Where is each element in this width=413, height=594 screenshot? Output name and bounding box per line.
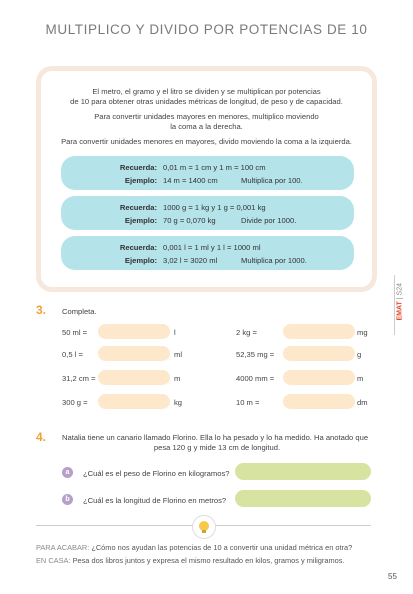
exercise-instruction: Completa. bbox=[62, 307, 97, 316]
ejemplo-label: Ejemplo: bbox=[124, 176, 157, 185]
session-code: S24 bbox=[396, 283, 404, 296]
ejemplo-text: 14 m = 1400 cm bbox=[163, 176, 218, 185]
recuerda-label: Recuerda: bbox=[119, 163, 157, 172]
question-text: 10 m = bbox=[236, 398, 260, 407]
question-text: 50 ml = bbox=[62, 328, 88, 337]
side-tab bbox=[392, 275, 404, 335]
exercise-statement bbox=[62, 433, 372, 453]
unit-label: mg bbox=[357, 328, 368, 337]
ejemplo-text: 70 g = 0,070 kg bbox=[163, 216, 216, 225]
intro-p1 bbox=[41, 87, 372, 107]
question-text: 31,2 cm = bbox=[62, 374, 96, 383]
answer-field[interactable] bbox=[283, 394, 355, 409]
recuerda-text: 1000 g = 1 kg y 1 g = 0,001 kg bbox=[163, 203, 266, 212]
question-text: ¿Cuál es la longitud de Florino en metros? bbox=[83, 496, 227, 505]
side-code-wrap bbox=[397, 281, 404, 321]
statement-line2: pesa 120 g y mide 13 cm de longitud. bbox=[153, 443, 281, 452]
recuerda-box bbox=[61, 196, 354, 230]
page-number: 55 bbox=[388, 572, 397, 581]
answer-field[interactable] bbox=[283, 370, 355, 385]
recuerda-box bbox=[61, 236, 354, 270]
intro-p1-line2: de 10 para obtener otras unidades métricas de longitud, de peso y de capacidad. bbox=[70, 97, 343, 106]
exercise-number: 4. bbox=[36, 430, 47, 444]
acabar-text: ¿Cómo nos ayudan las potencias de 10 a convertir una unidad métrica en otra? bbox=[91, 543, 353, 552]
info-box bbox=[36, 66, 377, 292]
question-text: 2 kg = bbox=[236, 328, 257, 337]
ejemplo-note: Divide por 1000. bbox=[241, 216, 297, 225]
acabar-label: PARA ACABAR: bbox=[36, 543, 90, 552]
unit-label: m bbox=[357, 374, 364, 383]
lightbulb-svg bbox=[193, 516, 215, 538]
intro-p2 bbox=[41, 112, 372, 132]
question-letter-b: b bbox=[62, 494, 73, 505]
intro-p2-line2: la coma a la derecha. bbox=[170, 122, 243, 131]
ejemplo-note: Multiplica por 1000. bbox=[241, 256, 307, 265]
answer-field[interactable] bbox=[98, 394, 170, 409]
recuerda-label: Recuerda: bbox=[119, 243, 157, 252]
answer-field[interactable] bbox=[235, 490, 371, 507]
question-text: 300 g = bbox=[62, 398, 88, 407]
answer-field[interactable] bbox=[235, 463, 371, 480]
unit-label: m bbox=[174, 374, 181, 383]
recuerda-text: 0,001 l = 1 ml y 1 l = 1000 ml bbox=[163, 243, 261, 252]
question-letter-a: a bbox=[62, 467, 73, 478]
casa-text: Pesa dos libros juntos y expresa el mismo resultado en kilos, gramos y miligramos. bbox=[72, 556, 345, 565]
unit-label: g bbox=[357, 350, 362, 359]
answer-field[interactable] bbox=[98, 346, 170, 361]
question-text: 52,35 mg = bbox=[236, 350, 275, 359]
answer-field[interactable] bbox=[98, 324, 170, 339]
lightbulb-icon bbox=[192, 515, 216, 539]
intro-p2-line1: Para convertir unidades mayores en menores, multiplico moviendo bbox=[94, 112, 319, 121]
recuerda-text: 0,01 m = 1 cm y 1 m = 100 cm bbox=[163, 163, 266, 172]
ejemplo-label: Ejemplo: bbox=[124, 256, 157, 265]
answer-field[interactable] bbox=[98, 370, 170, 385]
answer-field[interactable] bbox=[283, 324, 355, 339]
footer-acabar bbox=[36, 543, 352, 552]
footer-casa bbox=[36, 556, 344, 565]
intro-p1-line1: El metro, el gramo y el litro se dividen y se multiplican por potencias bbox=[92, 87, 321, 96]
page-title: MULTIPLICO Y DIVIDO POR POTENCIAS DE 10 bbox=[45, 22, 368, 37]
ejemplo-text: 3,02 l = 3020 ml bbox=[163, 256, 218, 265]
unit-label: l bbox=[174, 328, 176, 337]
question-text: 0,5 l = bbox=[62, 350, 83, 359]
divider-bar: | bbox=[396, 295, 404, 300]
statement-line1: Natalia tiene un canario llamado Florino. Ella lo ha pesado y lo ha medido. Ha anotado que bbox=[62, 433, 369, 442]
brand-logo: EMAT bbox=[396, 301, 404, 321]
unit-label: dm bbox=[357, 398, 368, 407]
side-divider bbox=[394, 275, 395, 335]
question-text: 4000 mm = bbox=[236, 374, 275, 383]
recuerda-label: Recuerda: bbox=[119, 203, 157, 212]
casa-label: EN CASA: bbox=[36, 556, 71, 565]
unit-label: kg bbox=[174, 398, 183, 407]
recuerda-box bbox=[61, 156, 354, 190]
question-text: ¿Cuál es el peso de Florino en kilogramos? bbox=[83, 469, 230, 478]
answer-field[interactable] bbox=[283, 346, 355, 361]
intro-p3: Para convertir unidades menores en mayores, divido moviendo la coma a la izquierda. bbox=[61, 137, 352, 146]
exercise-number: 3. bbox=[36, 303, 47, 317]
ejemplo-note: Multiplica por 100. bbox=[241, 176, 303, 185]
ejemplo-label: Ejemplo: bbox=[124, 216, 157, 225]
unit-label: ml bbox=[174, 350, 183, 359]
